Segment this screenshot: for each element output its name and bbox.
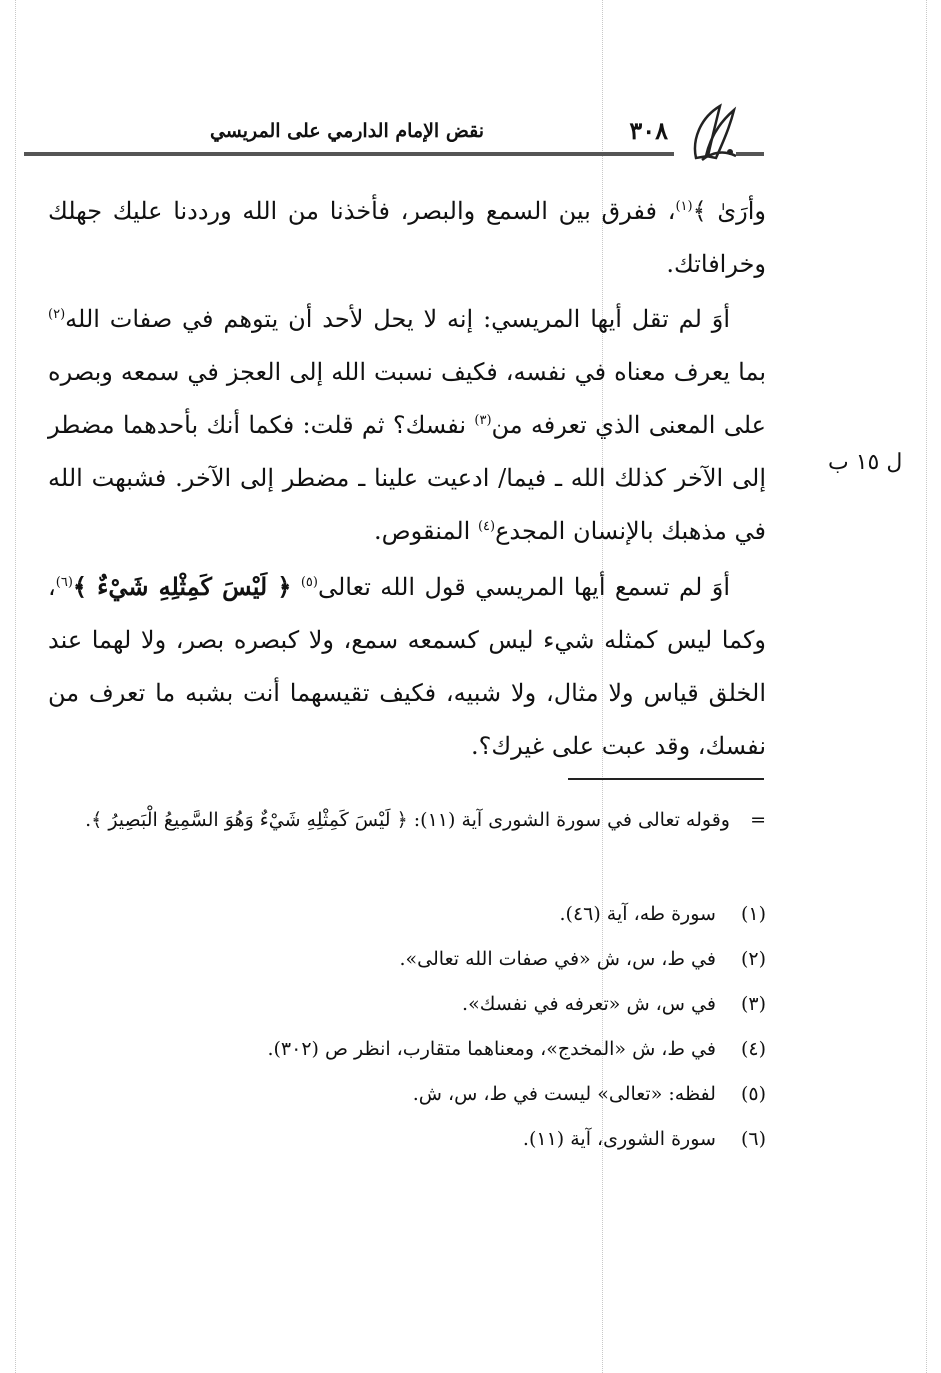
- manuscript-folio-note: ل ١٥ ب: [828, 450, 903, 475]
- footnote: [48, 1027, 766, 1072]
- text-run: أوَ لم تسمع أيها المريسي قول الله تعالى: [317, 573, 730, 601]
- text-run: أوَ لم تقل أيها المريسي: إنه لا يحل لأحد أن يتوهم في صفات الله: [65, 305, 730, 333]
- running-title: نقض الإمام الدارمي على المريسي: [209, 120, 484, 142]
- footnote-text: في ط، س، ش «في صفات الله تعالى».: [399, 948, 722, 970]
- footnote-number: (٣): [740, 993, 766, 1015]
- text-run: وأرَىٰ ﴾: [692, 197, 766, 225]
- footnote-text: سورة الشورى، آية (١١).: [522, 1128, 722, 1150]
- page-header: [24, 100, 764, 172]
- continuation-marker: =: [750, 809, 766, 831]
- footnote-continuation: [48, 802, 766, 838]
- quill-ornament-icon: [686, 100, 746, 166]
- paragraph: [48, 293, 766, 558]
- footnote-text: لفظه: «تعالى» ليست في ط، س، ش.: [412, 1083, 722, 1105]
- text-run: بما يعرف معناه في نفسه، فكيف نسبت الله إلى العجز في سمعه وبصره على المعنى الذي تعرفه من: [48, 358, 766, 439]
- main-text: [48, 185, 766, 773]
- footnote-text: في س، ش «تعرفه في نفسك».: [462, 993, 722, 1015]
- header-rule: [736, 152, 764, 156]
- footnote: [48, 982, 766, 1027]
- page-number: ٣٠٨: [629, 116, 668, 145]
- text-run: ، ففرق بين السمع والبصر، فأخذنا من الله ورددنا عليك جهلك وخرافاتك.: [48, 197, 766, 278]
- footnote: [48, 1072, 766, 1117]
- footnote-number: (١): [740, 903, 766, 925]
- footnote-number: (٤): [740, 1038, 766, 1060]
- footnote-ref: (١): [675, 199, 693, 214]
- paragraph: [48, 185, 766, 291]
- header-rule: [24, 152, 674, 156]
- footnote-separator: [568, 778, 764, 780]
- footnote-ref: (٤): [477, 519, 496, 534]
- footnote-number: (٢): [740, 948, 766, 970]
- footnote-number: (٦): [740, 1128, 766, 1150]
- text-run: نفسك؟ ثم قلت: فكما أنك بأحدهما مضطر إلى الآخر كذلك الله ـ فيما/ ادعيت علينا ـ مضطر إلى الآخر. فشبهت الله في مذهبك بالإنسان المجدع: [48, 411, 766, 545]
- continuation-text: وقوله تعالى في سورة الشورى آية (١١): ﴿ لَيْسَ كَمِثْلِهِ شَيْءٌ وَهُوَ السَّمِيعُ الْبَصِيرُ ﴾.: [85, 809, 730, 831]
- footnotes-list: [48, 892, 766, 1162]
- footnote-number: (٥): [740, 1083, 766, 1105]
- paragraph: [48, 560, 766, 773]
- footnote-ref: (٢): [48, 307, 66, 322]
- footnote-ref: (٦): [55, 575, 73, 590]
- page-guide-line: [15, 0, 16, 1373]
- footnote: [48, 1117, 766, 1162]
- text-run: [291, 573, 300, 601]
- footnote: [48, 937, 766, 982]
- text-run: ، وكما ليس كمثله شيء ليس كسمعه سمع، ولا كبصره بصر، ولا لهما عند الخلق قياس ولا مثال، ولا شبيه، فكيف تقيسهما أنت بشبه ما تعرف من نفسك، وقد عبت على غيرك؟.: [48, 573, 766, 760]
- footnote-ref: (٣): [474, 413, 492, 428]
- footnote-text: سورة طه، آية (٤٦).: [559, 903, 722, 925]
- quran-quote: ﴿ لَيْسَ كَمِثْلِهِ شَيْءٌ ﴾: [72, 572, 292, 601]
- page-guide-line: [926, 0, 927, 1373]
- footnote-ref: (٥): [300, 575, 318, 590]
- text-run: المنقوص.: [374, 517, 478, 545]
- footnote: [48, 892, 766, 937]
- footnote-text: في ط، ش «المخدج»، ومعناهما متقارب، انظر ص (٣٠٢).: [267, 1038, 722, 1060]
